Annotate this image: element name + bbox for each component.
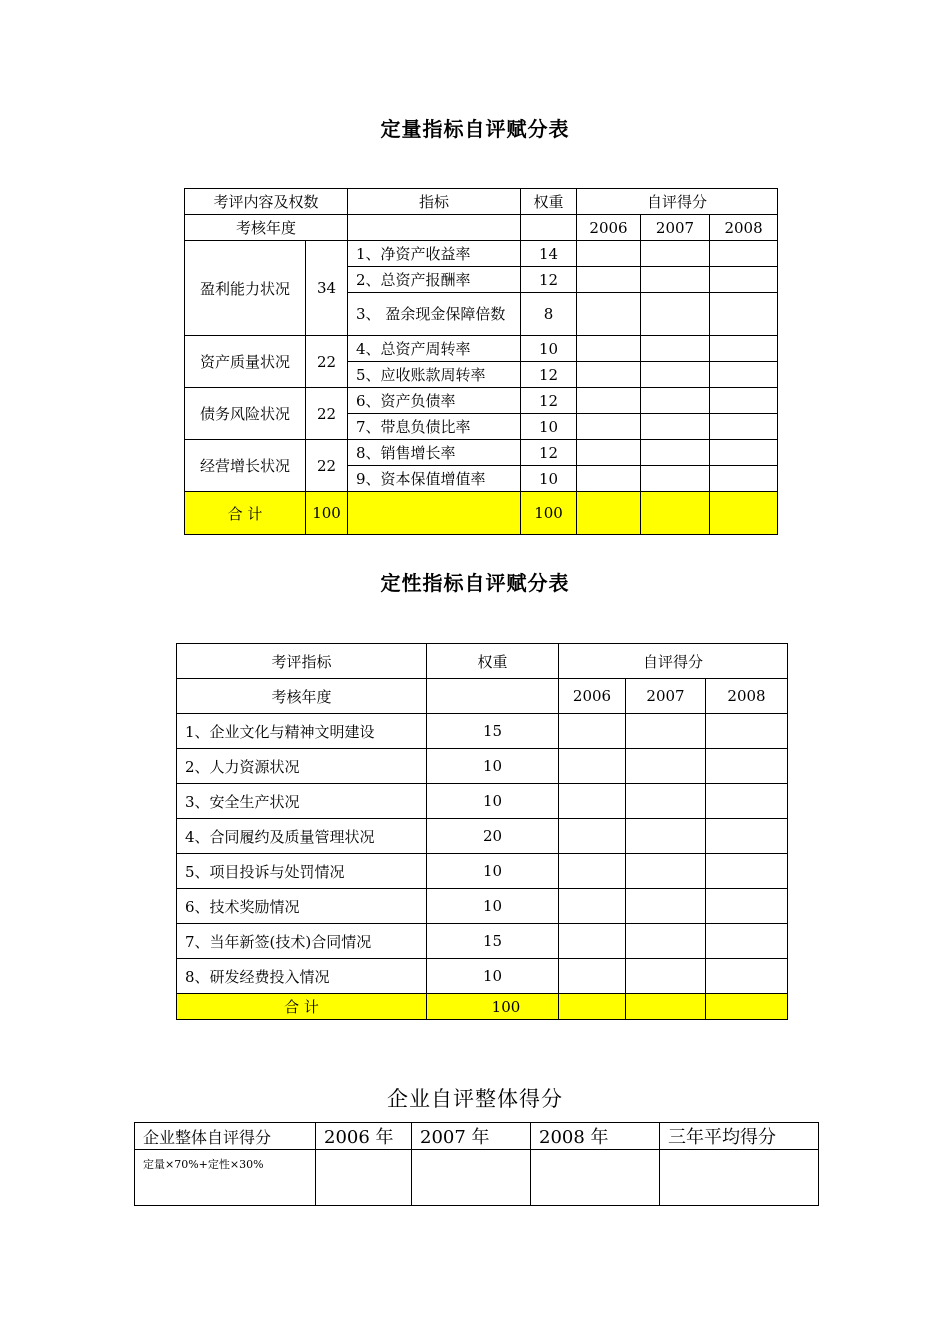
- score-cell[interactable]: [660, 1150, 819, 1206]
- header-score: 自评得分: [577, 189, 778, 215]
- score-cell[interactable]: [577, 466, 641, 492]
- weight-cell: 10: [427, 854, 559, 889]
- score-cell[interactable]: [626, 924, 706, 959]
- group-weight: 34: [306, 241, 348, 336]
- score-cell[interactable]: [577, 293, 641, 336]
- total-weight: 100: [521, 492, 577, 535]
- score-cell[interactable]: [706, 994, 788, 1020]
- score-cell[interactable]: [531, 1150, 660, 1206]
- weight-cell: 10: [521, 466, 577, 492]
- total-weight: 100: [427, 994, 559, 1020]
- indicator-cell: 9、资本保值增值率: [348, 466, 521, 492]
- header-overall-label: 企业整体自评得分: [135, 1123, 316, 1150]
- year-2008: 2008: [706, 679, 788, 714]
- table-row: [185, 241, 778, 267]
- weight-cell: 10: [427, 959, 559, 994]
- group-name: 经营增长状况: [185, 440, 306, 492]
- total-row: [185, 492, 778, 535]
- header-row: [135, 1123, 819, 1150]
- score-cell[interactable]: [641, 241, 710, 267]
- score-cell[interactable]: [710, 388, 778, 414]
- score-cell[interactable]: [626, 784, 706, 819]
- total-row: [177, 994, 788, 1020]
- score-cell[interactable]: [710, 466, 778, 492]
- weight-cell: 10: [427, 749, 559, 784]
- header-weight: 权重: [521, 189, 577, 215]
- quantitative-table-title: 定量指标自评赋分表: [380, 117, 570, 141]
- indicator-cell: 2、人力资源状况: [177, 749, 427, 784]
- weight-cell: 10: [521, 414, 577, 440]
- year-label: 考核年度: [177, 679, 427, 714]
- qualitative-table: [176, 643, 788, 1020]
- score-cell[interactable]: [626, 889, 706, 924]
- weight-cell: 14: [521, 241, 577, 267]
- header-score: 自评得分: [559, 644, 788, 679]
- indicator-cell: 8、研发经费投入情况: [177, 959, 427, 994]
- total-label: 合 计: [177, 994, 427, 1020]
- score-cell[interactable]: [710, 336, 778, 362]
- score-cell[interactable]: [559, 854, 626, 889]
- score-cell[interactable]: [559, 889, 626, 924]
- table-row: [135, 1150, 819, 1206]
- score-cell[interactable]: [710, 293, 778, 336]
- header-row: [185, 189, 778, 215]
- year-empty-cell: [427, 679, 559, 714]
- group-weight: 22: [306, 440, 348, 492]
- score-cell[interactable]: [577, 241, 641, 267]
- weight-cell: 20: [427, 819, 559, 854]
- table-row: [177, 784, 788, 819]
- header-indicator: 指标: [348, 189, 521, 215]
- score-cell[interactable]: [710, 440, 778, 466]
- score-cell[interactable]: [641, 414, 710, 440]
- group-name: 债务风险状况: [185, 388, 306, 440]
- year-empty-cell: [348, 215, 521, 241]
- score-cell[interactable]: [626, 819, 706, 854]
- weight-cell: 15: [427, 924, 559, 959]
- table-row: [177, 959, 788, 994]
- weight-cell: 10: [521, 336, 577, 362]
- header-2008: 2008 年: [531, 1123, 660, 1150]
- indicator-cell: 6、资产负债率: [348, 388, 521, 414]
- score-cell[interactable]: [559, 714, 626, 749]
- year-row: [185, 215, 778, 241]
- weight-cell: 10: [427, 889, 559, 924]
- score-cell[interactable]: [706, 714, 788, 749]
- score-cell[interactable]: [710, 267, 778, 293]
- score-cell[interactable]: [626, 959, 706, 994]
- score-cell[interactable]: [559, 959, 626, 994]
- score-cell[interactable]: [626, 994, 706, 1020]
- score-cell[interactable]: [577, 336, 641, 362]
- score-cell[interactable]: [641, 492, 710, 535]
- score-cell[interactable]: [641, 466, 710, 492]
- score-cell[interactable]: [577, 362, 641, 388]
- table-row: [177, 854, 788, 889]
- score-cell[interactable]: [641, 293, 710, 336]
- year-2008: 2008: [710, 215, 778, 241]
- score-cell[interactable]: [559, 924, 626, 959]
- year-2006: 2006: [577, 215, 641, 241]
- overall-score-title: 企业自评整体得分: [387, 1087, 563, 1111]
- score-cell[interactable]: [412, 1150, 531, 1206]
- score-cell[interactable]: [706, 924, 788, 959]
- header-row: [177, 644, 788, 679]
- score-cell[interactable]: [559, 994, 626, 1020]
- indicator-cell: 8、销售增长率: [348, 440, 521, 466]
- qualitative-table-title: 定性指标自评赋分表: [380, 571, 570, 595]
- score-cell[interactable]: [641, 267, 710, 293]
- score-cell[interactable]: [706, 959, 788, 994]
- score-cell[interactable]: [577, 267, 641, 293]
- group-name: 资产质量状况: [185, 336, 306, 388]
- score-cell[interactable]: [710, 414, 778, 440]
- score-cell[interactable]: [626, 854, 706, 889]
- weight-cell: 12: [521, 440, 577, 466]
- score-cell[interactable]: [626, 749, 706, 784]
- indicator-cell: 2、总资产报酬率: [348, 267, 521, 293]
- table-row: [185, 336, 778, 362]
- year-empty-cell: [521, 215, 577, 241]
- score-cell[interactable]: [706, 749, 788, 784]
- score-cell[interactable]: [641, 440, 710, 466]
- score-cell[interactable]: [710, 241, 778, 267]
- weight-cell: 12: [521, 362, 577, 388]
- table-row: [177, 889, 788, 924]
- indicator-cell: 6、技术奖励情况: [177, 889, 427, 924]
- score-cell[interactable]: [626, 714, 706, 749]
- table-row: [185, 440, 778, 466]
- indicator-cell: 1、企业文化与精神文明建设: [177, 714, 427, 749]
- score-cell[interactable]: [641, 388, 710, 414]
- indicator-cell: 5、项目投诉与处罚情况: [177, 854, 427, 889]
- weight-cell: 15: [427, 714, 559, 749]
- score-cell[interactable]: [710, 362, 778, 388]
- weight-cell: 8: [521, 293, 577, 336]
- indicator-cell: 3、安全生产状况: [177, 784, 427, 819]
- header-2006: 2006 年: [316, 1123, 412, 1150]
- quantitative-table: [184, 188, 778, 535]
- group-weight: 22: [306, 388, 348, 440]
- score-cell[interactable]: [559, 784, 626, 819]
- indicator-cell: 3、 盈余现金保障倍数: [348, 293, 521, 336]
- score-cell[interactable]: [559, 819, 626, 854]
- total-empty-cell: [348, 492, 521, 535]
- score-cell[interactable]: [706, 889, 788, 924]
- score-cell[interactable]: [641, 362, 710, 388]
- total-group-weight: 100: [306, 492, 348, 535]
- total-label: 合 计: [185, 492, 306, 535]
- formula-cell: 定量×70%+定性×30%: [135, 1150, 316, 1206]
- weight-cell: 12: [521, 388, 577, 414]
- table-row: [177, 749, 788, 784]
- score-cell[interactable]: [706, 854, 788, 889]
- score-cell[interactable]: [577, 440, 641, 466]
- year-2007: 2007: [626, 679, 706, 714]
- weight-cell: 10: [427, 784, 559, 819]
- year-label: 考核年度: [185, 215, 348, 241]
- score-cell[interactable]: [710, 492, 778, 535]
- indicator-cell: 5、应收账款周转率: [348, 362, 521, 388]
- score-cell[interactable]: [706, 784, 788, 819]
- group-weight: 22: [306, 336, 348, 388]
- year-2007: 2007: [641, 215, 710, 241]
- indicator-cell: 7、带息负债比率: [348, 414, 521, 440]
- score-cell[interactable]: [641, 336, 710, 362]
- indicator-cell: 1、净资产收益率: [348, 241, 521, 267]
- year-row: [177, 679, 788, 714]
- group-name: 盈利能力状况: [185, 241, 306, 336]
- header-content: 考评内容及权数: [185, 189, 348, 215]
- score-cell[interactable]: [559, 749, 626, 784]
- year-2006: 2006: [559, 679, 626, 714]
- overall-score-table: [134, 1122, 819, 1206]
- indicator-cell: 4、合同履约及质量管理状况: [177, 819, 427, 854]
- header-indicator: 考评指标: [177, 644, 427, 679]
- table-row: [177, 819, 788, 854]
- weight-cell: 12: [521, 267, 577, 293]
- indicator-cell: 4、总资产周转率: [348, 336, 521, 362]
- table-row: [177, 714, 788, 749]
- score-cell[interactable]: [706, 819, 788, 854]
- table-row: [177, 924, 788, 959]
- score-cell[interactable]: [577, 492, 641, 535]
- score-cell[interactable]: [316, 1150, 412, 1206]
- score-cell[interactable]: [577, 388, 641, 414]
- header-2007: 2007 年: [412, 1123, 531, 1150]
- indicator-cell: 7、当年新签(技术)合同情况: [177, 924, 427, 959]
- score-cell[interactable]: [577, 414, 641, 440]
- table-row: [185, 388, 778, 414]
- header-weight: 权重: [427, 644, 559, 679]
- header-average: 三年平均得分: [660, 1123, 819, 1150]
